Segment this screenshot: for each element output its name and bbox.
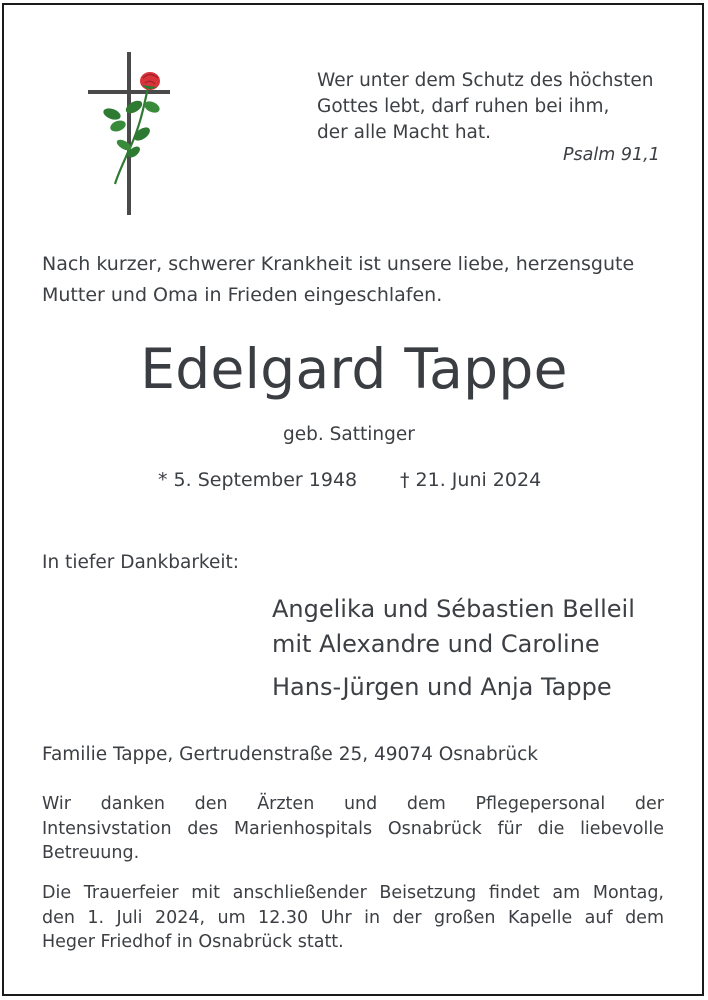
intro-line: Nach kurzer, schwerer Krankheit ist unsere liebe, herzensgute	[42, 253, 635, 275]
rose-icon	[140, 72, 160, 90]
psalm-line: Gottes lebt, darf ruhen bei ihm,	[317, 96, 610, 117]
maiden-name: geb. Sattinger	[283, 424, 415, 445]
psalm-line: Wer unter dem Schutz des höchsten	[317, 70, 654, 91]
mourners-family-2: Hans-Jürgen und Anja Tappe	[272, 673, 612, 701]
funeral-line: Heger Friedhof in Osnabrück statt.	[42, 932, 344, 952]
funeral-paragraph	[42, 881, 664, 955]
thanks-paragraph	[42, 792, 664, 866]
birth-date: * 5. September 1948	[158, 469, 358, 491]
deceased-name: Edelgard Tappe	[140, 337, 568, 401]
funeral-line: den 1. Juli 2024, um 12.30 Uhr in der großen Kapelle auf dem	[42, 907, 664, 928]
thanks-line: Wir danken den Ärzten und dem Pflegepersonal der	[42, 794, 664, 814]
death-date: † 21. Juni 2024	[400, 469, 542, 491]
cross-vertical-beam	[127, 52, 131, 215]
psalm-line: der alle Macht hat.	[317, 122, 492, 143]
mourners-family-1	[272, 592, 635, 662]
psalm-quote	[317, 68, 653, 146]
thanks-line: Intensivstation des Marienhospitals Osnabrück für die liebevolle	[42, 818, 664, 839]
cross-horizontal-beam	[88, 90, 170, 94]
intro-text	[42, 249, 634, 311]
thanks-line: Betreuung.	[42, 843, 140, 863]
mourner-line: mit Alexandre und Caroline	[272, 630, 600, 658]
psalm-reference: Psalm 91,1	[563, 145, 660, 165]
mourner-line: Angelika und Sébastien Belleil	[272, 595, 635, 623]
funeral-line: Die Trauerfeier mit anschließender Beisetzung findet am Montag,	[42, 883, 664, 903]
intro-line: Mutter und Oma in Frieden eingeschlafen.	[42, 284, 443, 306]
mourners-heading: In tiefer Dankbarkeit:	[42, 552, 239, 573]
family-address: Familie Tappe, Gertrudenstraße 25, 49074 Osnabrück	[42, 744, 538, 765]
cross-with-rose-icon	[88, 52, 178, 220]
